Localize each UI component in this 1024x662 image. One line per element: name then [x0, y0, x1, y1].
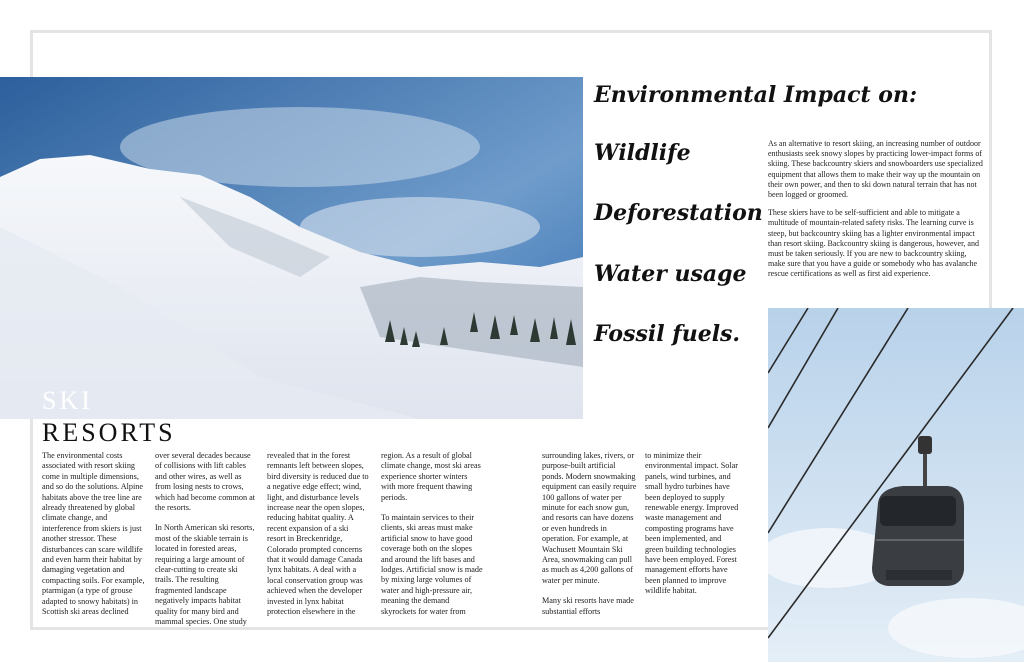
section-title-resorts: RESORTS — [42, 418, 176, 447]
intro-paragraph: These skiers have to be self-sufficient and able to mitigate a multitude of mountain-related safety risks. The learning curve is steep, but backcountry skiing has a lighter environmental impact than resort skiing. Backcountry skiing is dangerous, however, and must be taken seriously. If you are new to backcountry skiing, make sure that you have a guide or somebody who has avalanche rescue certifications as well as first aid experience. — [768, 208, 979, 279]
impact-heading-fossil-fuels: Fossil fuels. — [594, 321, 741, 347]
body-paragraph: In North American ski resorts, most of the skiable terrain is located in forested areas, requiring a large amount of clear-cutting to create ski trails. The resulting fragmented landscape negatively impacts habitat quality for many bird and mammal species. One study — [155, 523, 255, 627]
gondola-photo — [768, 308, 1024, 662]
intro-paragraph: As an alternative to resort skiing, an increasing number of outdoor enthusiasts seek snowy slopes by practicing lower-impact forms of skiing. These backcountry skiers and snowboarders use specialized equipment that allows them to make their way up the mountain on their own power, and then to ski down natural terrain that has not been logged or groomed. — [768, 139, 983, 200]
body-column-5 — [542, 451, 638, 627]
body-paragraph: over several decades because of collisions with lift cables and other wires, as well as from losing nests to crows, which had become common at the resorts. — [155, 451, 256, 513]
impact-main-heading: Environmental Impact on: — [594, 82, 918, 108]
body-paragraph: region. As a result of global climate change, most ski areas experience shorter winters with more frequent thawing periods. — [381, 451, 481, 502]
body-paragraph: Many ski resorts have made substantial efforts — [542, 596, 634, 616]
impact-heading-wildlife: Wildlife — [594, 140, 691, 166]
body-paragraph: revealed that in the forest remnants left between slopes, bird diversity is reduced due to a negative edge effect; wind, light, and disturbance levels increase near the open slopes, reducing habitat quality. A recent expansion of a ski resort in Breckenridge, Colorado prompted concerns that it would damage Canada lynx habitats. A deal with a local conservation group was achieved when the developer invested in lynx habitat protection elsewhere in the — [267, 451, 369, 617]
impact-heading-water-usage: Water usage — [594, 261, 747, 287]
section-title-ski: SKI — [42, 386, 93, 415]
body-column-6 — [645, 451, 741, 607]
ski-mountain-photo — [0, 77, 583, 419]
body-column-3 — [267, 451, 369, 628]
body-paragraph: surrounding lakes, rivers, or purpose-built artificial ponds. Modern snowmaking equipment can easily require 100 gallons of water per minute for each snow gun, and resorts can have dozens or even hundreds in operation. For example, at Wachusett Mountain Ski Area, snowmaking can pull as much as 4,200 gallons of water per minute. — [542, 451, 637, 585]
backcountry-intro — [768, 139, 984, 288]
body-paragraph: to minimize their environmental impact. Solar panels, wind turbines, and small hydro turbines have been deployed to supply renewable energy. Improved waste management and composting programs have been implemented, and green building technologies have been employed. Forest management efforts have been planned to improve wildlife habitat. — [645, 451, 739, 596]
body-paragraph: The environmental costs associated with resort skiing come in multiple dimensions, and so do the solutions. Alpine habitats above the tree line are already threatened by global climate change, and interference from skiers is just another stressor. These disturbances can scare wildlife and even harm their habitat by damaging vegetation and compacting soils. For example, ptarmigan (a type of grouse adapted to snowy habitats) in Scottish ski areas declined — [42, 451, 145, 617]
body-paragraph: To maintain services to their clients, ski areas must make artificial snow to have good coverage both on the slopes and around the lift bases and lodges. Artificial snow is made by mixing large volumes of water and high-pressure air, meaning the demand skyrockets for water from — [381, 513, 483, 616]
body-column-4 — [381, 451, 483, 627]
impact-heading-deforestation: Deforestation — [594, 200, 763, 226]
body-column-1 — [42, 451, 146, 628]
body-column-2 — [155, 451, 258, 638]
